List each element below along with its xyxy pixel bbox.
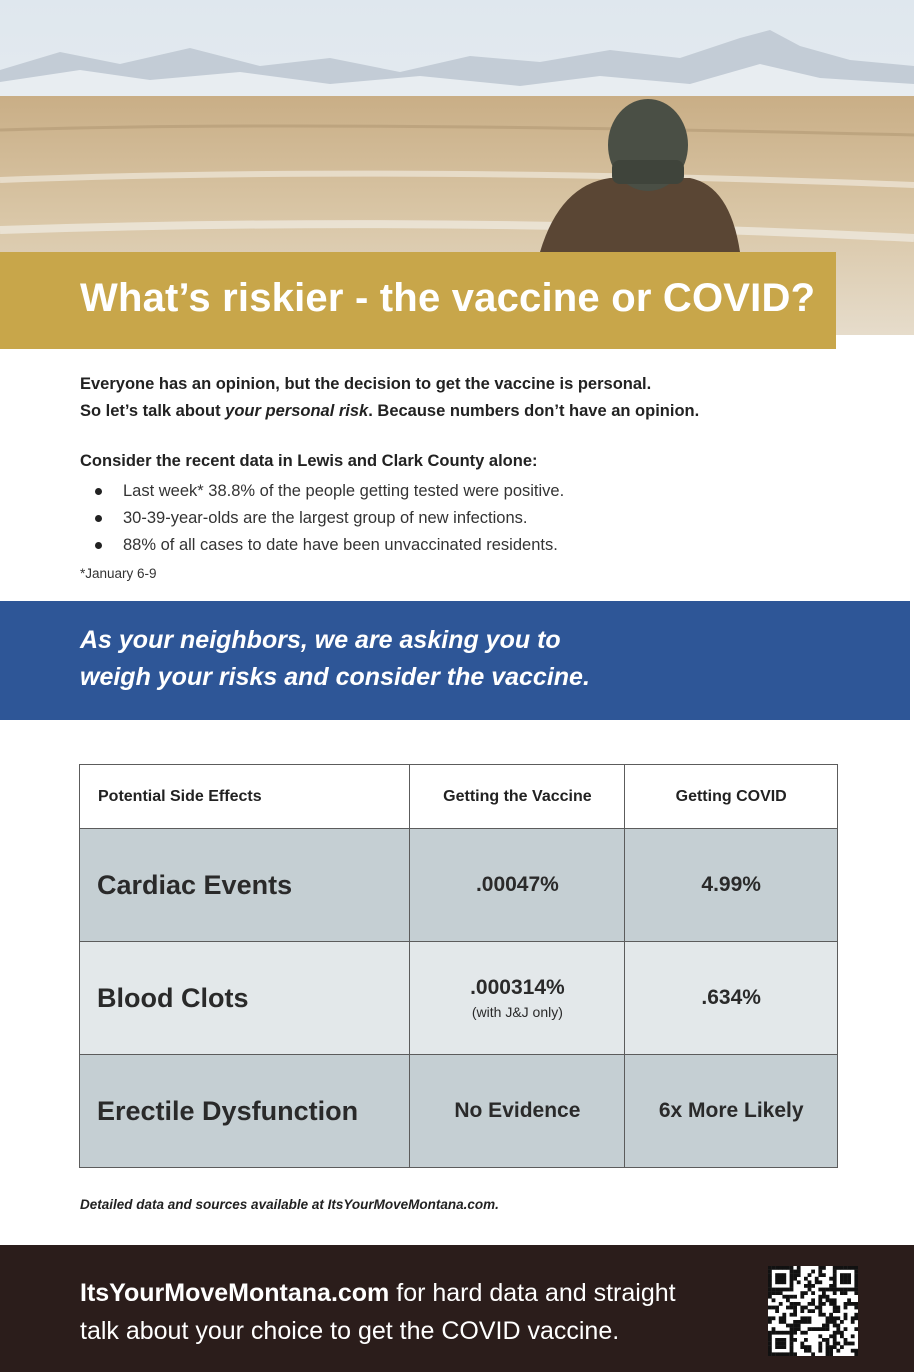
covid-cell xyxy=(625,942,838,1055)
risk-comparison-table xyxy=(79,764,838,1168)
column-header-covid: Getting COVID xyxy=(625,765,838,829)
covid-value: .634% xyxy=(701,986,761,1009)
appeal-line-1: As your neighbors, we are asking you to xyxy=(80,626,561,654)
column-header-vaccine: Getting the Vaccine xyxy=(410,765,625,829)
column-header-side-effects: Potential Side Effects xyxy=(80,765,410,829)
effect-cell: Erectile Dysfunction xyxy=(80,1055,410,1168)
intro-line-2-pre: So let’s talk about xyxy=(80,402,226,420)
intro-line-2-emphasis: your personal risk xyxy=(225,402,369,420)
list-item: Last week* 38.8% of the people getting tested were positive. xyxy=(80,478,564,505)
covid-value: 4.99% xyxy=(701,873,761,896)
footer-line-1 xyxy=(80,1274,760,1312)
table-row xyxy=(80,1055,838,1168)
vaccine-value: .00047% xyxy=(475,873,559,896)
vaccine-cell xyxy=(410,1055,625,1168)
list-item: 88% of all cases to date have been unvaccinated residents. xyxy=(80,532,564,559)
footer-line-2: talk about your choice to get the COVID vaccine. xyxy=(80,1317,620,1345)
headline: What’s riskier - the vaccine or COVID? xyxy=(80,276,816,320)
intro-line-2 xyxy=(80,398,840,425)
vaccine-cell xyxy=(410,942,625,1055)
date-footnote: *January 6-9 xyxy=(80,566,157,581)
effect-cell: Blood Clots xyxy=(80,942,410,1055)
qr-code-icon[interactable] xyxy=(768,1266,858,1356)
footer-line-1-text: for hard data and straight xyxy=(389,1279,676,1307)
intro-text xyxy=(80,371,840,425)
vaccine-cell xyxy=(410,829,625,942)
footer-text xyxy=(80,1274,760,1350)
vaccine-note: (with J&J only) xyxy=(471,1004,563,1020)
list-item: 30-39-year-olds are the largest group of new infections. xyxy=(80,505,564,532)
data-heading: Consider the recent data in Lewis and Clark County alone: xyxy=(80,452,538,470)
table-row xyxy=(80,829,838,942)
qr-code-graphic xyxy=(768,1266,858,1356)
data-bullet-list xyxy=(80,478,564,559)
intro-line-2-post: . Because numbers don’t have an opinion. xyxy=(368,402,700,420)
covid-value: 6x More Likely xyxy=(658,1099,804,1122)
vaccine-value: No Evidence xyxy=(454,1099,581,1122)
appeal-line-2: weigh your risks and consider the vaccine. xyxy=(80,663,590,691)
website-link[interactable]: ItsYourMoveMontana.com xyxy=(80,1279,390,1307)
vaccine-value: .000314% xyxy=(470,976,565,999)
covid-cell xyxy=(625,1055,838,1168)
effect-cell: Cardiac Events xyxy=(80,829,410,942)
table-row xyxy=(80,942,838,1055)
intro-line-1: Everyone has an opinion, but the decision to get the vaccine is personal. xyxy=(80,375,652,393)
covid-cell xyxy=(625,829,838,942)
appeal-text xyxy=(80,622,880,696)
table-header-row xyxy=(80,765,838,829)
sources-note: Detailed data and sources available at ItsYourMoveMontana.com. xyxy=(80,1197,499,1212)
